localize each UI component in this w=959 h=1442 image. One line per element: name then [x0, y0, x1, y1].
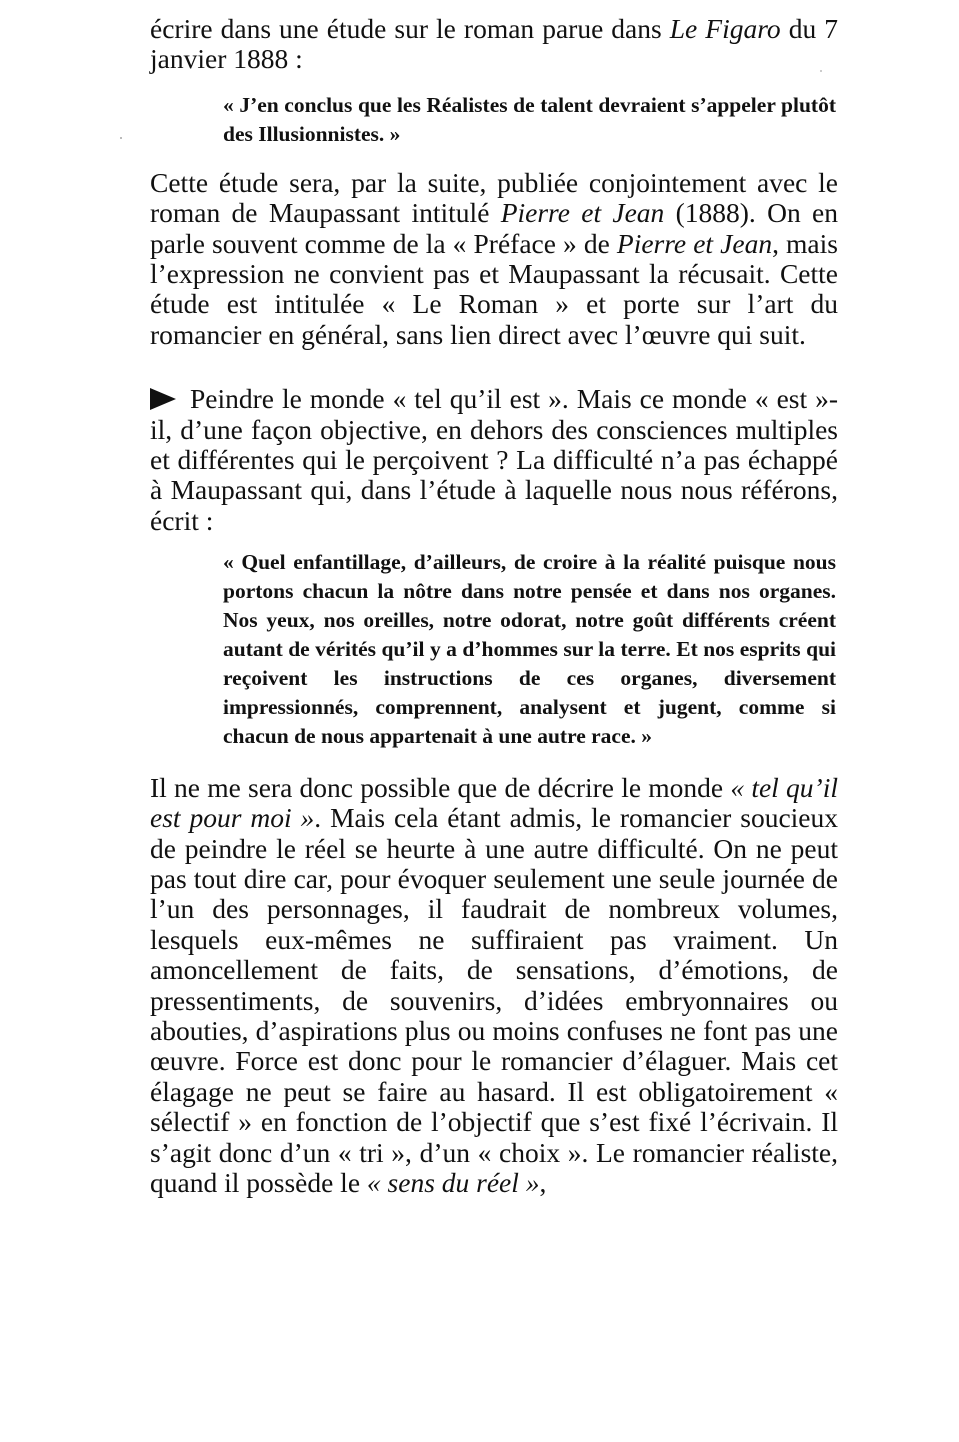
scan-speck	[120, 137, 122, 139]
italic-quote: « tel qu’il est pour moi »	[150, 771, 838, 834]
document-page	[150, 14, 838, 1198]
triangle-right-icon	[150, 388, 176, 410]
paragraph-text: Peindre le monde « tel qu’il est ». Mais ce monde « est »-il, d’une façon objective, en dehors des consciences multiples et différentes qui le perçoivent ? La difficulté n’a pas échappé à Maupassant qui, dans l’étude à laquelle nous nous référons, écrit :	[150, 383, 838, 536]
book-title: Pierre et Jean	[616, 227, 773, 259]
paragraph-text: , mais l’expression ne convient pas et Maupassant la récusait. Cette étude est intitulée « Le Roman » et porte sur l’art du romancier en général, sans lien direct avec l’œuvre qui suit.	[150, 227, 838, 350]
paragraph-peindre-le-monde	[150, 384, 838, 536]
paragraph-text: écrire dans une étude sur le roman parue dans	[150, 13, 670, 44]
paragraph-pierre-et-jean	[150, 168, 838, 350]
paragraph-sens-du-reel	[150, 773, 838, 1199]
newspaper-title: Le Figaro	[669, 13, 781, 44]
quote-illusionnistes: « J’en conclus que les Réalistes de talent devraient s’appeler plutôt des Illusionnistes. »	[223, 92, 836, 146]
paragraph-text: (1888). On en parle souvent comme de la « Préface » de	[150, 197, 838, 259]
paragraph-figaro-intro	[150, 14, 838, 75]
paragraph-text: du 7 janvier 1888 :	[150, 13, 839, 75]
italic-quote: « sens du réel »	[366, 1167, 540, 1199]
quote-enfantillage: « Quel enfantillage, d’ailleurs, de croire à la réalité puisque nous portons chacun la nôtre dans notre pensée et dans nos organes. Nos yeux, nos oreilles, notre odorat, notre goût différents créent autant de vérités qu’il y a d’hommes sur la terre. Et nos esprits qui reçoivent les instructions de ces organes, diversement impressionnés, comprennent, analysent et jugent, comme si chacun de nous appartenait à une autre race. »	[223, 550, 836, 749]
paragraph-text: Cette étude sera, par la suite, publiée conjointement avec le roman de Maupassant intitulé	[150, 166, 838, 229]
paragraph-text: Il ne me sera donc possible que de décrire le monde	[150, 771, 731, 803]
book-title: Pierre et Jean	[500, 197, 665, 229]
paragraph-text: . Mais cela étant admis, le romancier soucieux de peindre le réel se heurte à une autre difficulté. On ne peut pas tout dire car, pour évoquer seulement une seule journée de l’un des personnages, il faudrait de nombreux volumes, lesquels eux-mêmes ne suffiraient pas vraiment. Un amoncellement de faits, de sensations, d’émotions, de pressentiments, de souvenirs, d’idées embryonnaires ou abouties, d’aspirations plus ou moins confuses ne font pas une œuvre. Force est donc pour le romancier d’élaguer. Mais cet élagage ne peut se faire au hasard. Il est obligatoirement « sélectif » en fonction de l’objectif que s’est fixé l’écrivain. Il s’agit donc d’un « tri », d’un « choix ». Le romancier réaliste, quand il possède le	[150, 802, 839, 1199]
paragraph-text: ,	[539, 1167, 547, 1199]
